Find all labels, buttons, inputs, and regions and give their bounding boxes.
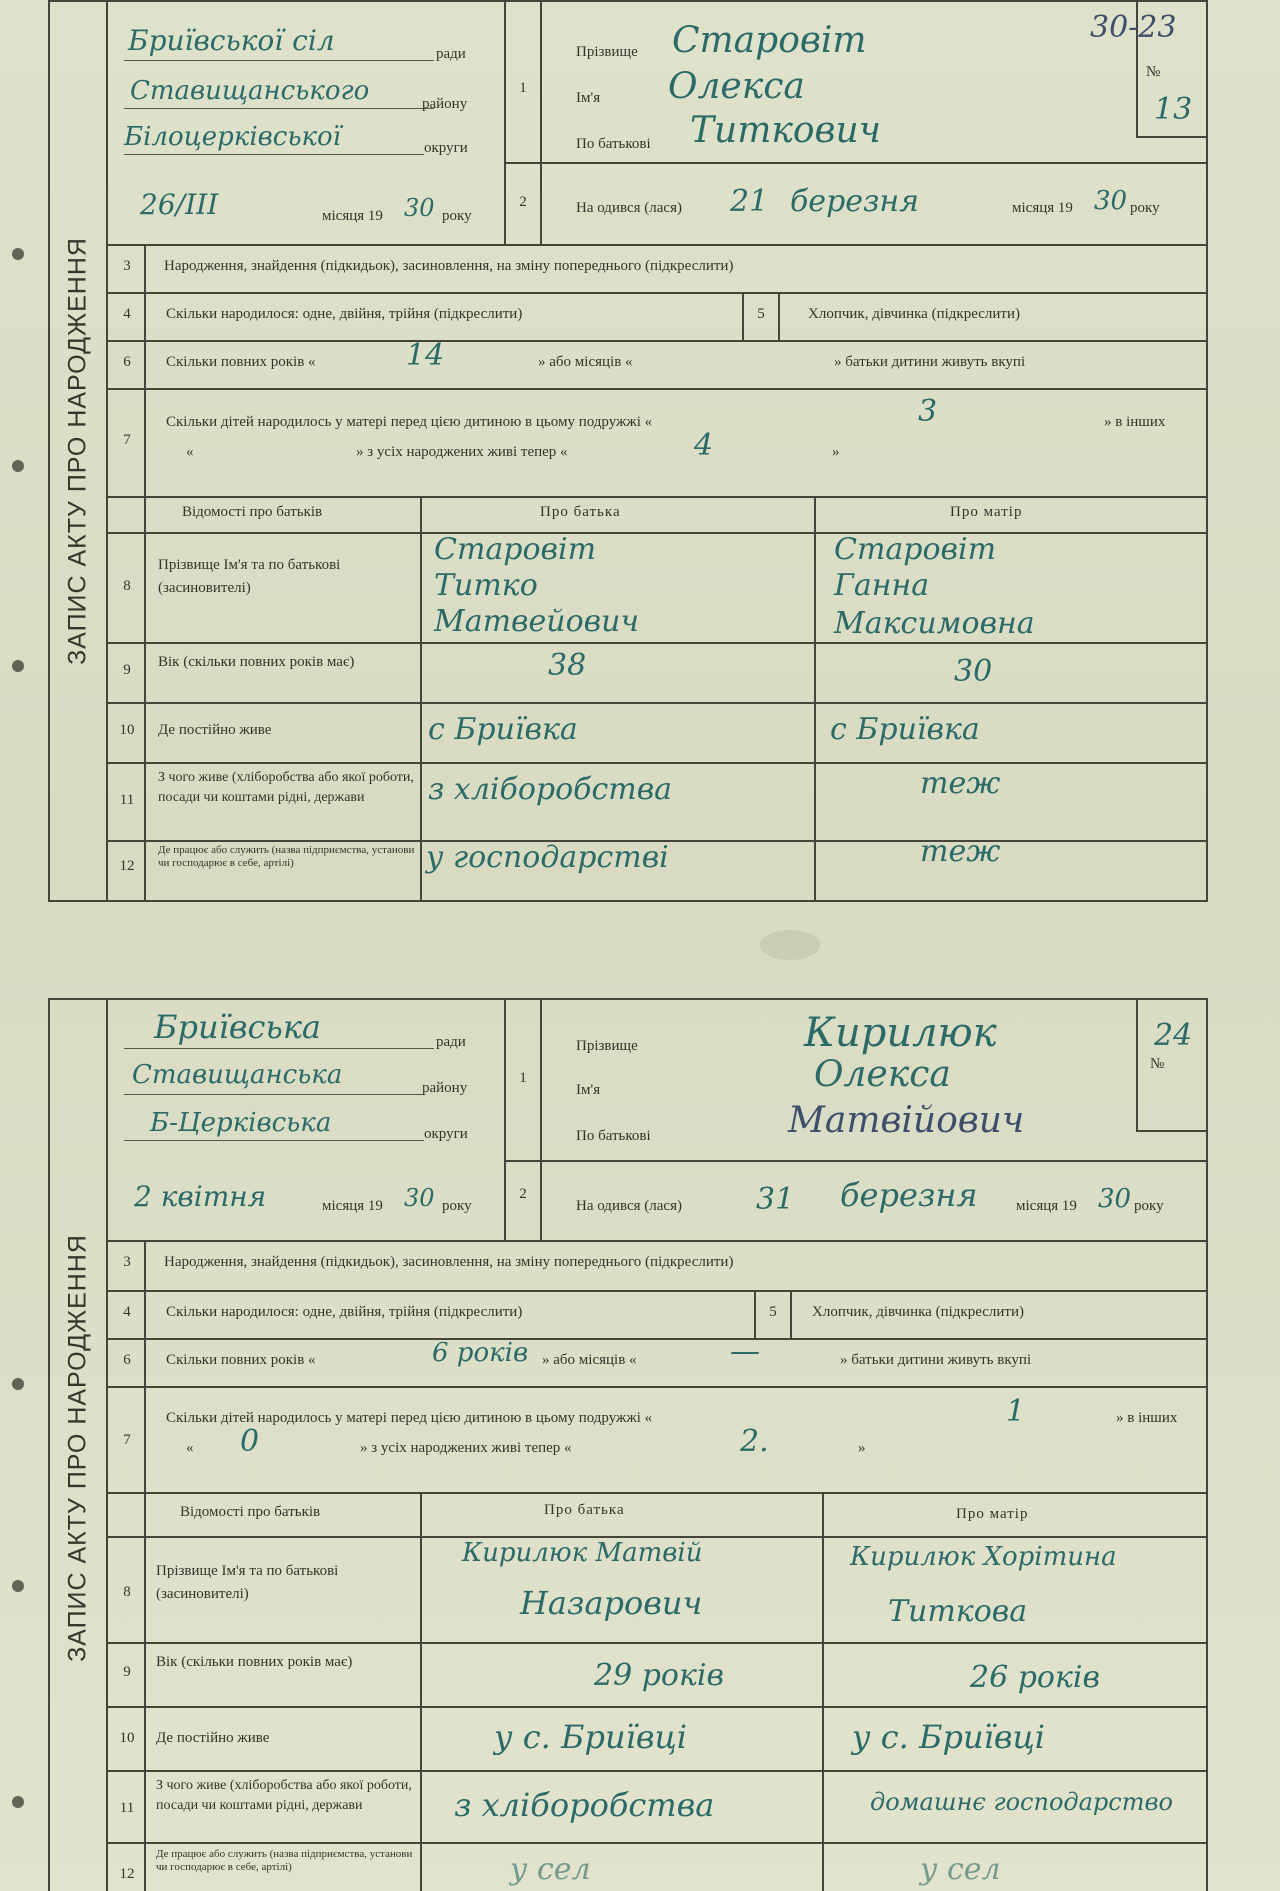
mother-age: 26 років — [970, 1660, 1100, 1695]
birth-month: березня — [790, 184, 920, 219]
record-number-top: 30-23 — [1090, 10, 1177, 45]
mother-age: 30 — [954, 654, 993, 689]
father-work: у господарстві — [426, 840, 669, 875]
father-residence: у с. Бриївці — [494, 1718, 688, 1756]
mother-residence: у с. Бриївці — [852, 1718, 1046, 1756]
mother-residence: с Бриївка — [830, 712, 980, 747]
registration-date: 2 квітня — [134, 1180, 267, 1213]
father-work: у сел — [510, 1852, 591, 1887]
children-other: 0 — [240, 1424, 260, 1459]
years-together: 14 — [406, 338, 445, 373]
children-before: 3 — [918, 394, 938, 429]
mother-patronymic: Максимовна — [834, 606, 1035, 641]
child-surname: Старовіт — [672, 20, 867, 61]
paper-stain — [760, 930, 820, 960]
father-income: з хліборобства — [428, 772, 673, 807]
child-patronymic: Титкович — [690, 110, 882, 151]
mother-income: домашнє господарство — [870, 1788, 1173, 1816]
father-age: 29 років — [594, 1658, 724, 1693]
child-name: Олекса — [814, 1054, 951, 1095]
record-number: 13 — [1154, 92, 1193, 127]
father-patronymic: Матвейович — [434, 604, 640, 639]
children-alive: 4 — [694, 428, 714, 463]
months-together: — — [730, 1334, 760, 1369]
okruha-value: Білоцерківської — [124, 122, 341, 152]
child-name: Олекса — [668, 66, 805, 107]
mother-income: теж — [920, 766, 1001, 801]
binding-hole — [12, 1378, 24, 1390]
raion-value: Ставищанського — [130, 76, 370, 106]
binding-hole — [12, 660, 24, 672]
side-label: ЗАПИС АКТУ ПРО НАРОДЖЕННЯ — [50, 1000, 108, 1891]
binding-hole — [12, 460, 24, 472]
children-before: 1 — [1006, 1394, 1026, 1429]
mother-patronymic: Титкова — [888, 1594, 1028, 1629]
child-patronymic: Матвійович — [788, 1100, 1025, 1141]
side-label: ЗАПИС АКТУ ПРО НАРОДЖЕННЯ — [50, 2, 108, 900]
mother-work: теж — [920, 834, 1001, 869]
birth-month: березня — [840, 1176, 978, 1214]
years-together: 6 років — [432, 1338, 529, 1368]
father-age: 38 — [548, 648, 587, 683]
father-surname: Старовіт — [434, 532, 597, 567]
father-name: Титко — [434, 568, 538, 603]
father-residence: с Бриївка — [428, 712, 578, 747]
binding-hole — [12, 1796, 24, 1808]
mother-work: у сел — [920, 1852, 1001, 1887]
raion-value: Ставищанська — [132, 1060, 343, 1090]
binding-hole — [12, 1580, 24, 1592]
mother-name: Ганна — [834, 568, 930, 603]
mother-surname: Старовіт — [834, 532, 997, 567]
father-patronymic: Назарович — [520, 1584, 703, 1622]
child-surname: Кирилюк — [804, 1010, 997, 1056]
okruha-value: Б-Церківська — [150, 1108, 332, 1138]
father-income: з хліборобства — [454, 1786, 715, 1824]
registration-date: 26/III — [140, 188, 219, 221]
birth-record-2: ЗАПИС АКТУ ПРО НАРОДЖЕННЯ Бриївська ради Ставищанська району Б-Церківська округи 2 квітня місяця 19 30 року 1 2 Прізвище Кирилюк Ім'я Олекса По батькові Матвійович На одився (лася) 31 березня місяця 19 30 року № 24 3 Народження, знайдення (підкидьок), засиновлення, на зміну попереднього (підкреслити) 4 Скільки народилося: одне, двійня, трійня (підкреслити) 5 Хлопчик, дівчинка (підкреслити) 6 Скільки повних років « 6 років » або місяців « — » батьки дитини живуть вкупі 7 Скільки дітей народилось у матері перед цією дитиною в цьому подружжі « 1 » в інших « 0 » з усіх народжених живі тепер « 2. » Відомості про батьків Про батька Про матір 8 Прізвище Ім'я та по батькові (засиновителі) Кирилюк Матвій Назарович Кирилюк Хорітина Титкова 9 Вік (скільки повних років має) 29 років 26 років 10 Де постійно живе у с. Бриївці у с. Бриївці 11 З чого живе (хліборобства або якої роботи, посади чи коштами рідні, держави з хліборобства домашнє господарство 12 Де працює або служить (назва підприємства, установи чи господарює в себе, артілі) у сел у сел — [48, 998, 1208, 1891]
record-number: 24 — [1154, 1018, 1193, 1053]
mother-surname-name: Кирилюк Хорітина — [850, 1542, 1117, 1572]
children-alive: 2. — [740, 1424, 769, 1459]
rada-value: Бриївської сіл — [128, 24, 335, 57]
binding-hole — [12, 248, 24, 260]
rada-value: Бриївська — [154, 1008, 321, 1046]
birth-record-1: ЗАПИС АКТУ ПРО НАРОДЖЕННЯ Бриївської сіл ради Ставищанського району Білоцерківської округи 26/III місяця 19 30 року 1 2 Прізвище Старовіт Ім'я Олекса По батькові Титкович На одився (лася) 21 березня місяця 19 30 року 30-23 № 13 3 Народження, знайдення (підкидьок), засиновлення, на зміну попереднього (підкреслити) 4 Скільки народилося: одне, двійня, трійня (підкреслити) 5 Хлопчик, дівчинка (підкреслити) 6 Скільки повних років « 14 » або місяців « » батьки дитини живуть вкупі 7 Скільки дітей народилось у матері перед цією дитиною в цьому подружжі « 3 » в інших « » з усіх народжених живі тепер « 4 » Відомості про батьків Про батька Про матір 8 Прізвище Ім'я та по батькові (засиновителі) Старовіт Титко Матвейович Старовіт Ганна Максимовна 9 Вік (скільки повних років має) 38 30 10 Де постійно живе с Бриївка с Бриївка 11 З чого живе (хліборобства або якої роботи, посади чи коштами рідні, держави з хліборобства теж 12 Де працює або служить (назва підприємства, установи чи господарює в себе, артілі) у господарстві теж — [48, 0, 1208, 902]
father-surname-name: Кирилюк Матвій — [462, 1538, 703, 1568]
